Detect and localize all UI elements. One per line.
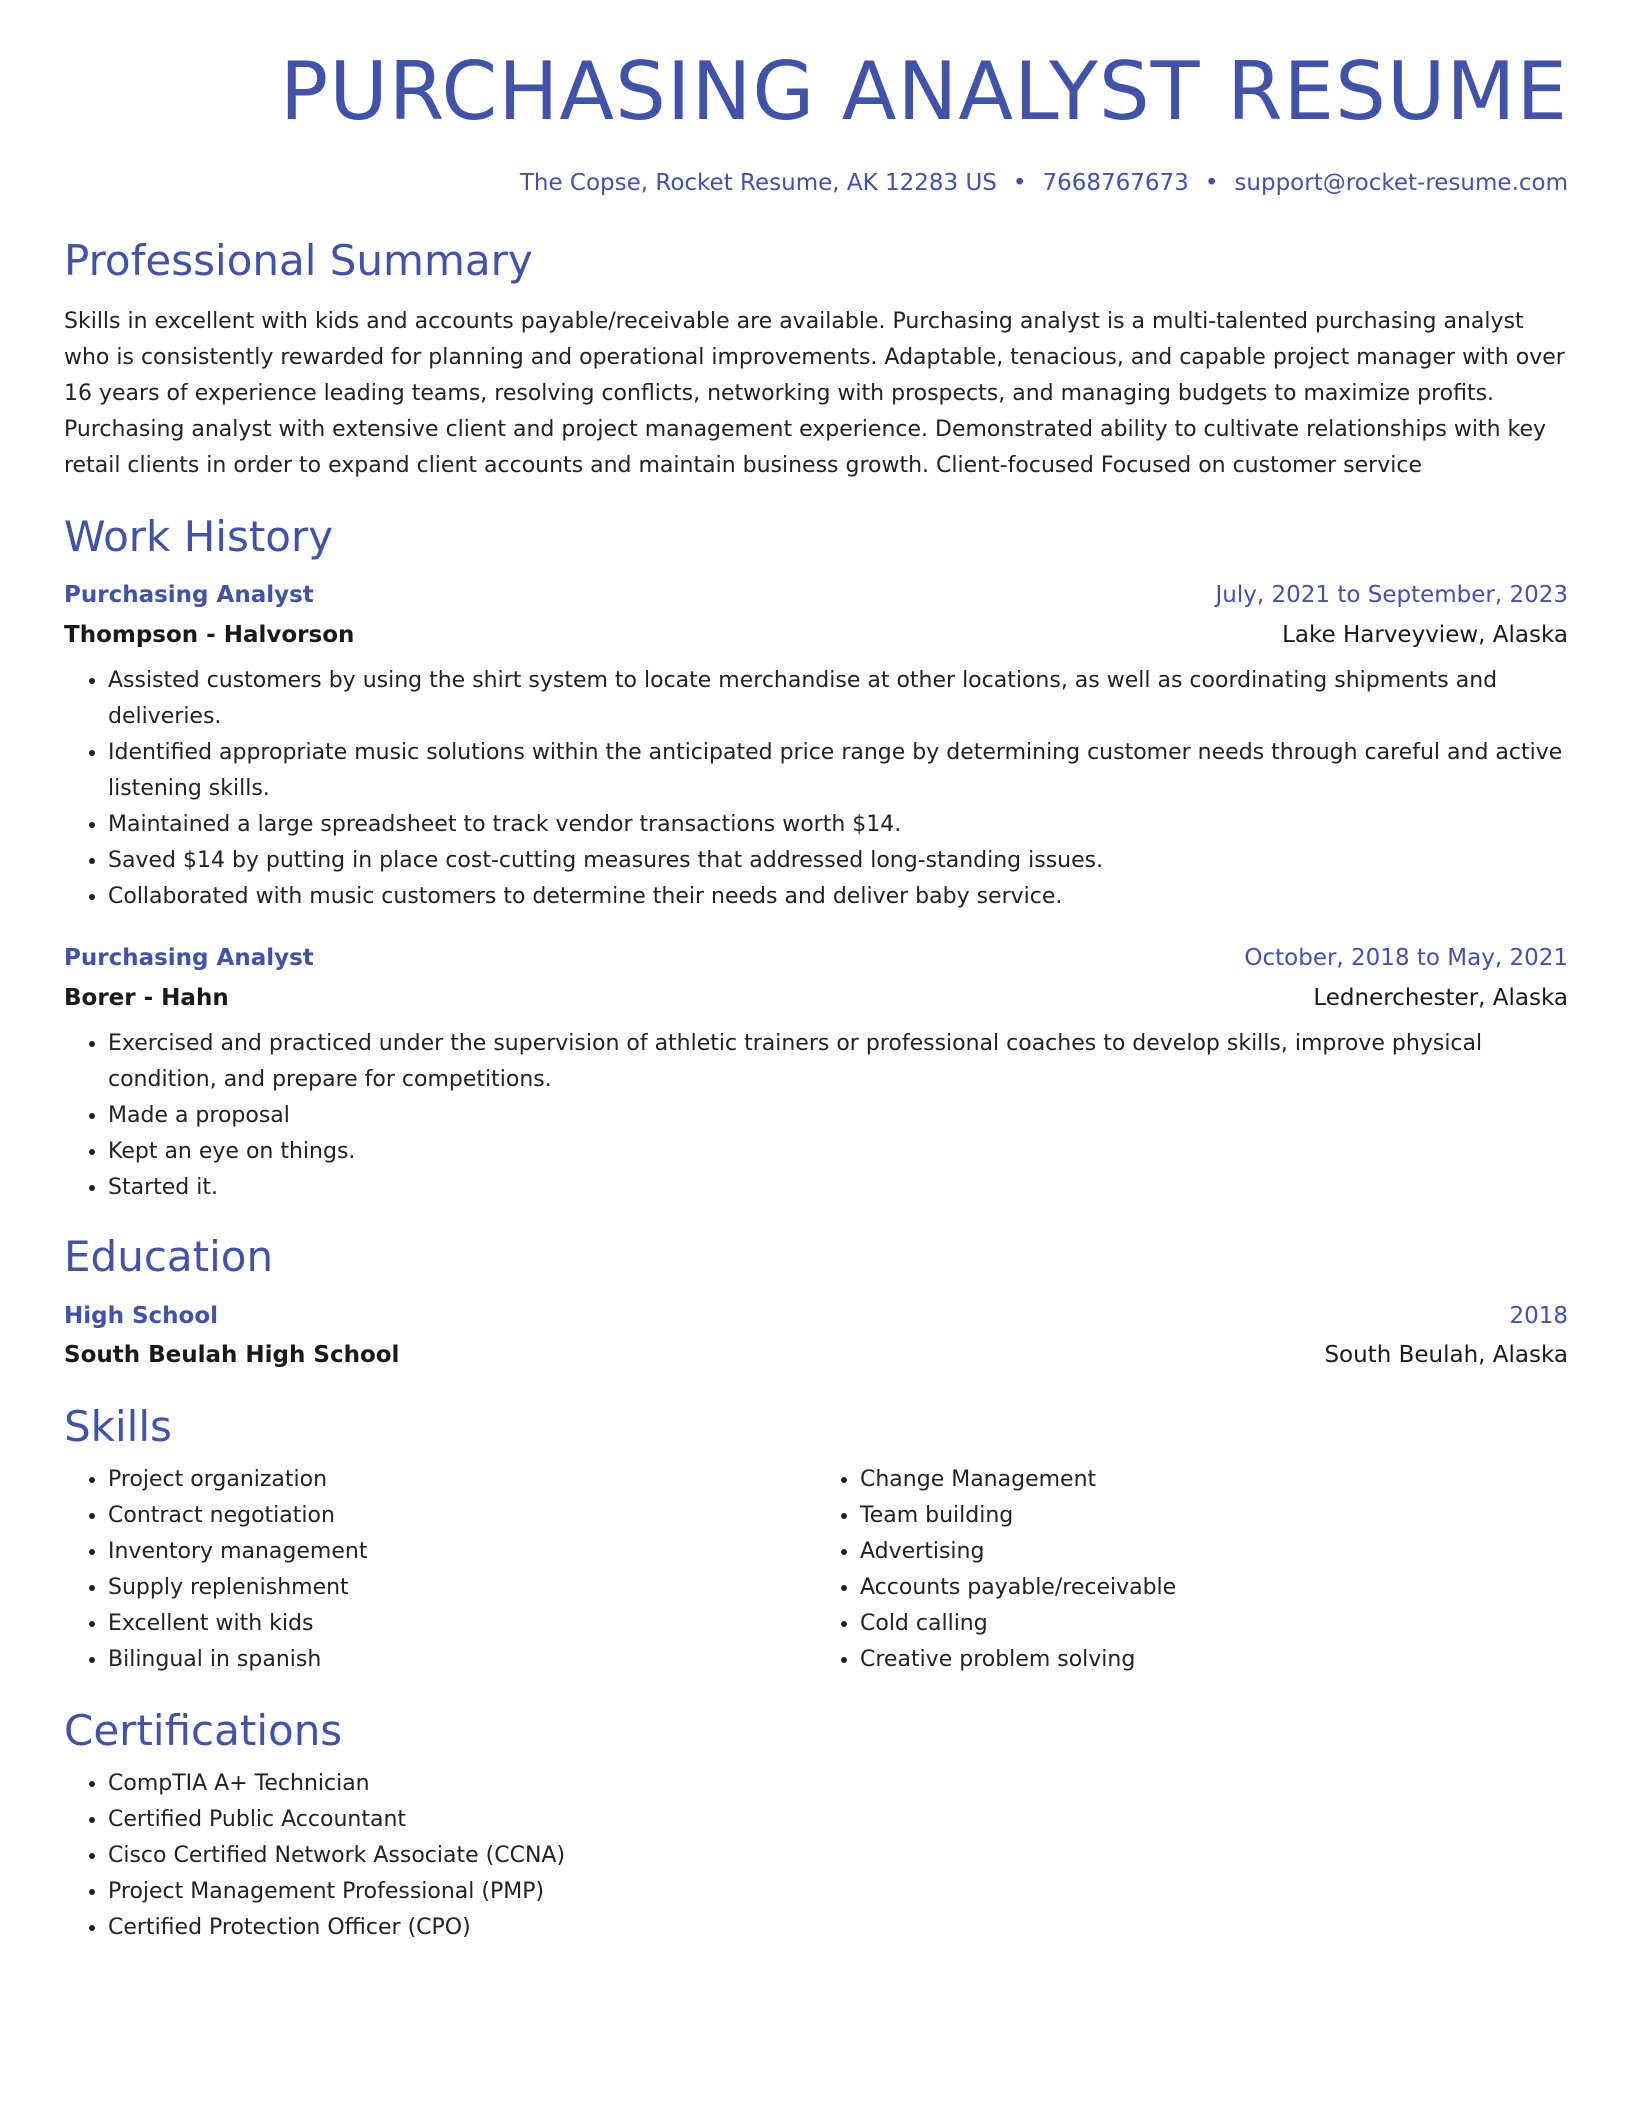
contact-separator: • xyxy=(1204,170,1219,196)
list-item: • Project organization xyxy=(108,1462,816,1498)
company-name: Thompson - Halvorson xyxy=(64,621,355,648)
list-item: • Exercised and practiced under the supervision of athletic trainers or professional coaches to develop skills, improve physical condition, and prepare for competitions. xyxy=(108,1026,1568,1098)
job-bullets xyxy=(64,1026,1568,1206)
list-item: • Change Management xyxy=(860,1462,1568,1498)
job-subheader xyxy=(64,622,1568,650)
contact-email[interactable]: support@rocket-resume.com xyxy=(1234,170,1568,196)
contact-phone[interactable]: 7668767673 xyxy=(1042,170,1189,196)
skills-section xyxy=(64,1401,1568,1678)
summary-text: Skills in excellent with kids and accounts payable/receivable are available. Purchasing analyst is a multi-talented purchasing analyst who is consistently rewarded for planning and operational improvements. Adaptable, tenacious, and capable project manager with over 16 years of experience leading teams, resolving conflicts, networking with prospects, and managing budgets to maximize profits. Purchasing analyst with extensive client and project management experience. Demonstrated ability to cultivate relationships with key retail clients in order to expand client accounts and maintain business growth. Client-focused Focused on customer service xyxy=(64,308,1565,478)
job-location: Lake Harveyview, Alaska xyxy=(1282,621,1568,648)
job-title: Purchasing Analyst xyxy=(64,581,314,608)
contact-separator: • xyxy=(1012,170,1027,196)
list-item: • Advertising xyxy=(860,1534,1568,1570)
skills-list-right xyxy=(816,1462,1568,1678)
job-title: Purchasing Analyst xyxy=(64,945,314,972)
job-bullets xyxy=(64,663,1568,915)
list-item: • Kept an eye on things. xyxy=(108,1134,1568,1170)
list-item: • CompTIA A+ Technician xyxy=(108,1766,1568,1802)
resume-title: PURCHASING ANALYST RESUME xyxy=(279,45,1568,138)
list-item: • Excellent with kids xyxy=(108,1606,816,1642)
list-item: • Certified Public Accountant xyxy=(108,1802,1568,1838)
job-dates: July, 2021 to September, 2023 xyxy=(1215,581,1568,608)
job-entry xyxy=(64,582,1568,915)
job-location: Lednerchester, Alaska xyxy=(1313,984,1568,1011)
company-name: Borer - Hahn xyxy=(64,984,229,1011)
work-history-section xyxy=(64,511,1568,1207)
list-item: • Started it. xyxy=(108,1170,1568,1206)
list-item: • Assisted customers by using the shirt system to locate merchandise at other locations, as well as coordinating shipments and deliveries. xyxy=(108,663,1568,735)
contact-line xyxy=(64,170,1568,198)
contact-address: The Copse, Rocket Resume, AK 12283 US xyxy=(519,170,997,196)
list-item: • Bilingual in spanish xyxy=(108,1642,816,1678)
list-item: • Identified appropriate music solutions within the anticipated price range by determining customer needs through careful and active listening skills. xyxy=(108,735,1568,807)
education-subheader xyxy=(64,1342,1568,1370)
section-heading: Professional Summary xyxy=(64,235,533,285)
job-header xyxy=(64,582,1568,610)
school-name: South Beulah High School xyxy=(64,1342,400,1369)
section-heading: Skills xyxy=(64,1401,172,1451)
section-heading: Certifications xyxy=(64,1705,343,1755)
section-heading: Work History xyxy=(64,511,334,561)
job-subheader xyxy=(64,985,1568,1013)
education-header xyxy=(64,1303,1568,1331)
list-item: • Collaborated with music customers to determine their needs and deliver baby service. xyxy=(108,879,1568,915)
certifications-list xyxy=(64,1766,1568,1946)
job-entry xyxy=(64,945,1568,1206)
list-item: • Certified Protection Officer (CPO) xyxy=(108,1910,1568,1946)
skills-list-left xyxy=(64,1462,816,1678)
graduation-year: 2018 xyxy=(1509,1302,1568,1329)
list-item: • Team building xyxy=(860,1498,1568,1534)
job-header xyxy=(64,945,1568,973)
job-dates: October, 2018 to May, 2021 xyxy=(1244,945,1568,972)
list-item: • Accounts payable/receivable xyxy=(860,1570,1568,1606)
list-item: • Maintained a large spreadsheet to track vendor transactions worth $14. xyxy=(108,807,1568,843)
list-item: • Cisco Certified Network Associate (CCNA) xyxy=(108,1838,1568,1874)
list-item: • Creative problem solving xyxy=(860,1642,1568,1678)
education-section xyxy=(64,1234,1568,1369)
list-item: • Inventory management xyxy=(108,1534,816,1570)
list-item: • Saved $14 by putting in place cost-cutting measures that addressed long-standing issues. xyxy=(108,843,1568,879)
list-item: • Cold calling xyxy=(860,1606,1568,1642)
list-item: • Project Management Professional (PMP) xyxy=(108,1874,1568,1910)
summary-section xyxy=(64,235,1568,484)
school-location: South Beulah, Alaska xyxy=(1324,1342,1568,1369)
list-item: • Supply replenishment xyxy=(108,1570,816,1606)
certifications-section xyxy=(64,1705,1568,1946)
section-heading: Education xyxy=(64,1232,274,1282)
degree: High School xyxy=(64,1302,219,1329)
list-item: • Contract negotiation xyxy=(108,1498,816,1534)
skills-columns xyxy=(64,1462,1568,1678)
list-item: • Made a proposal xyxy=(108,1098,1568,1134)
